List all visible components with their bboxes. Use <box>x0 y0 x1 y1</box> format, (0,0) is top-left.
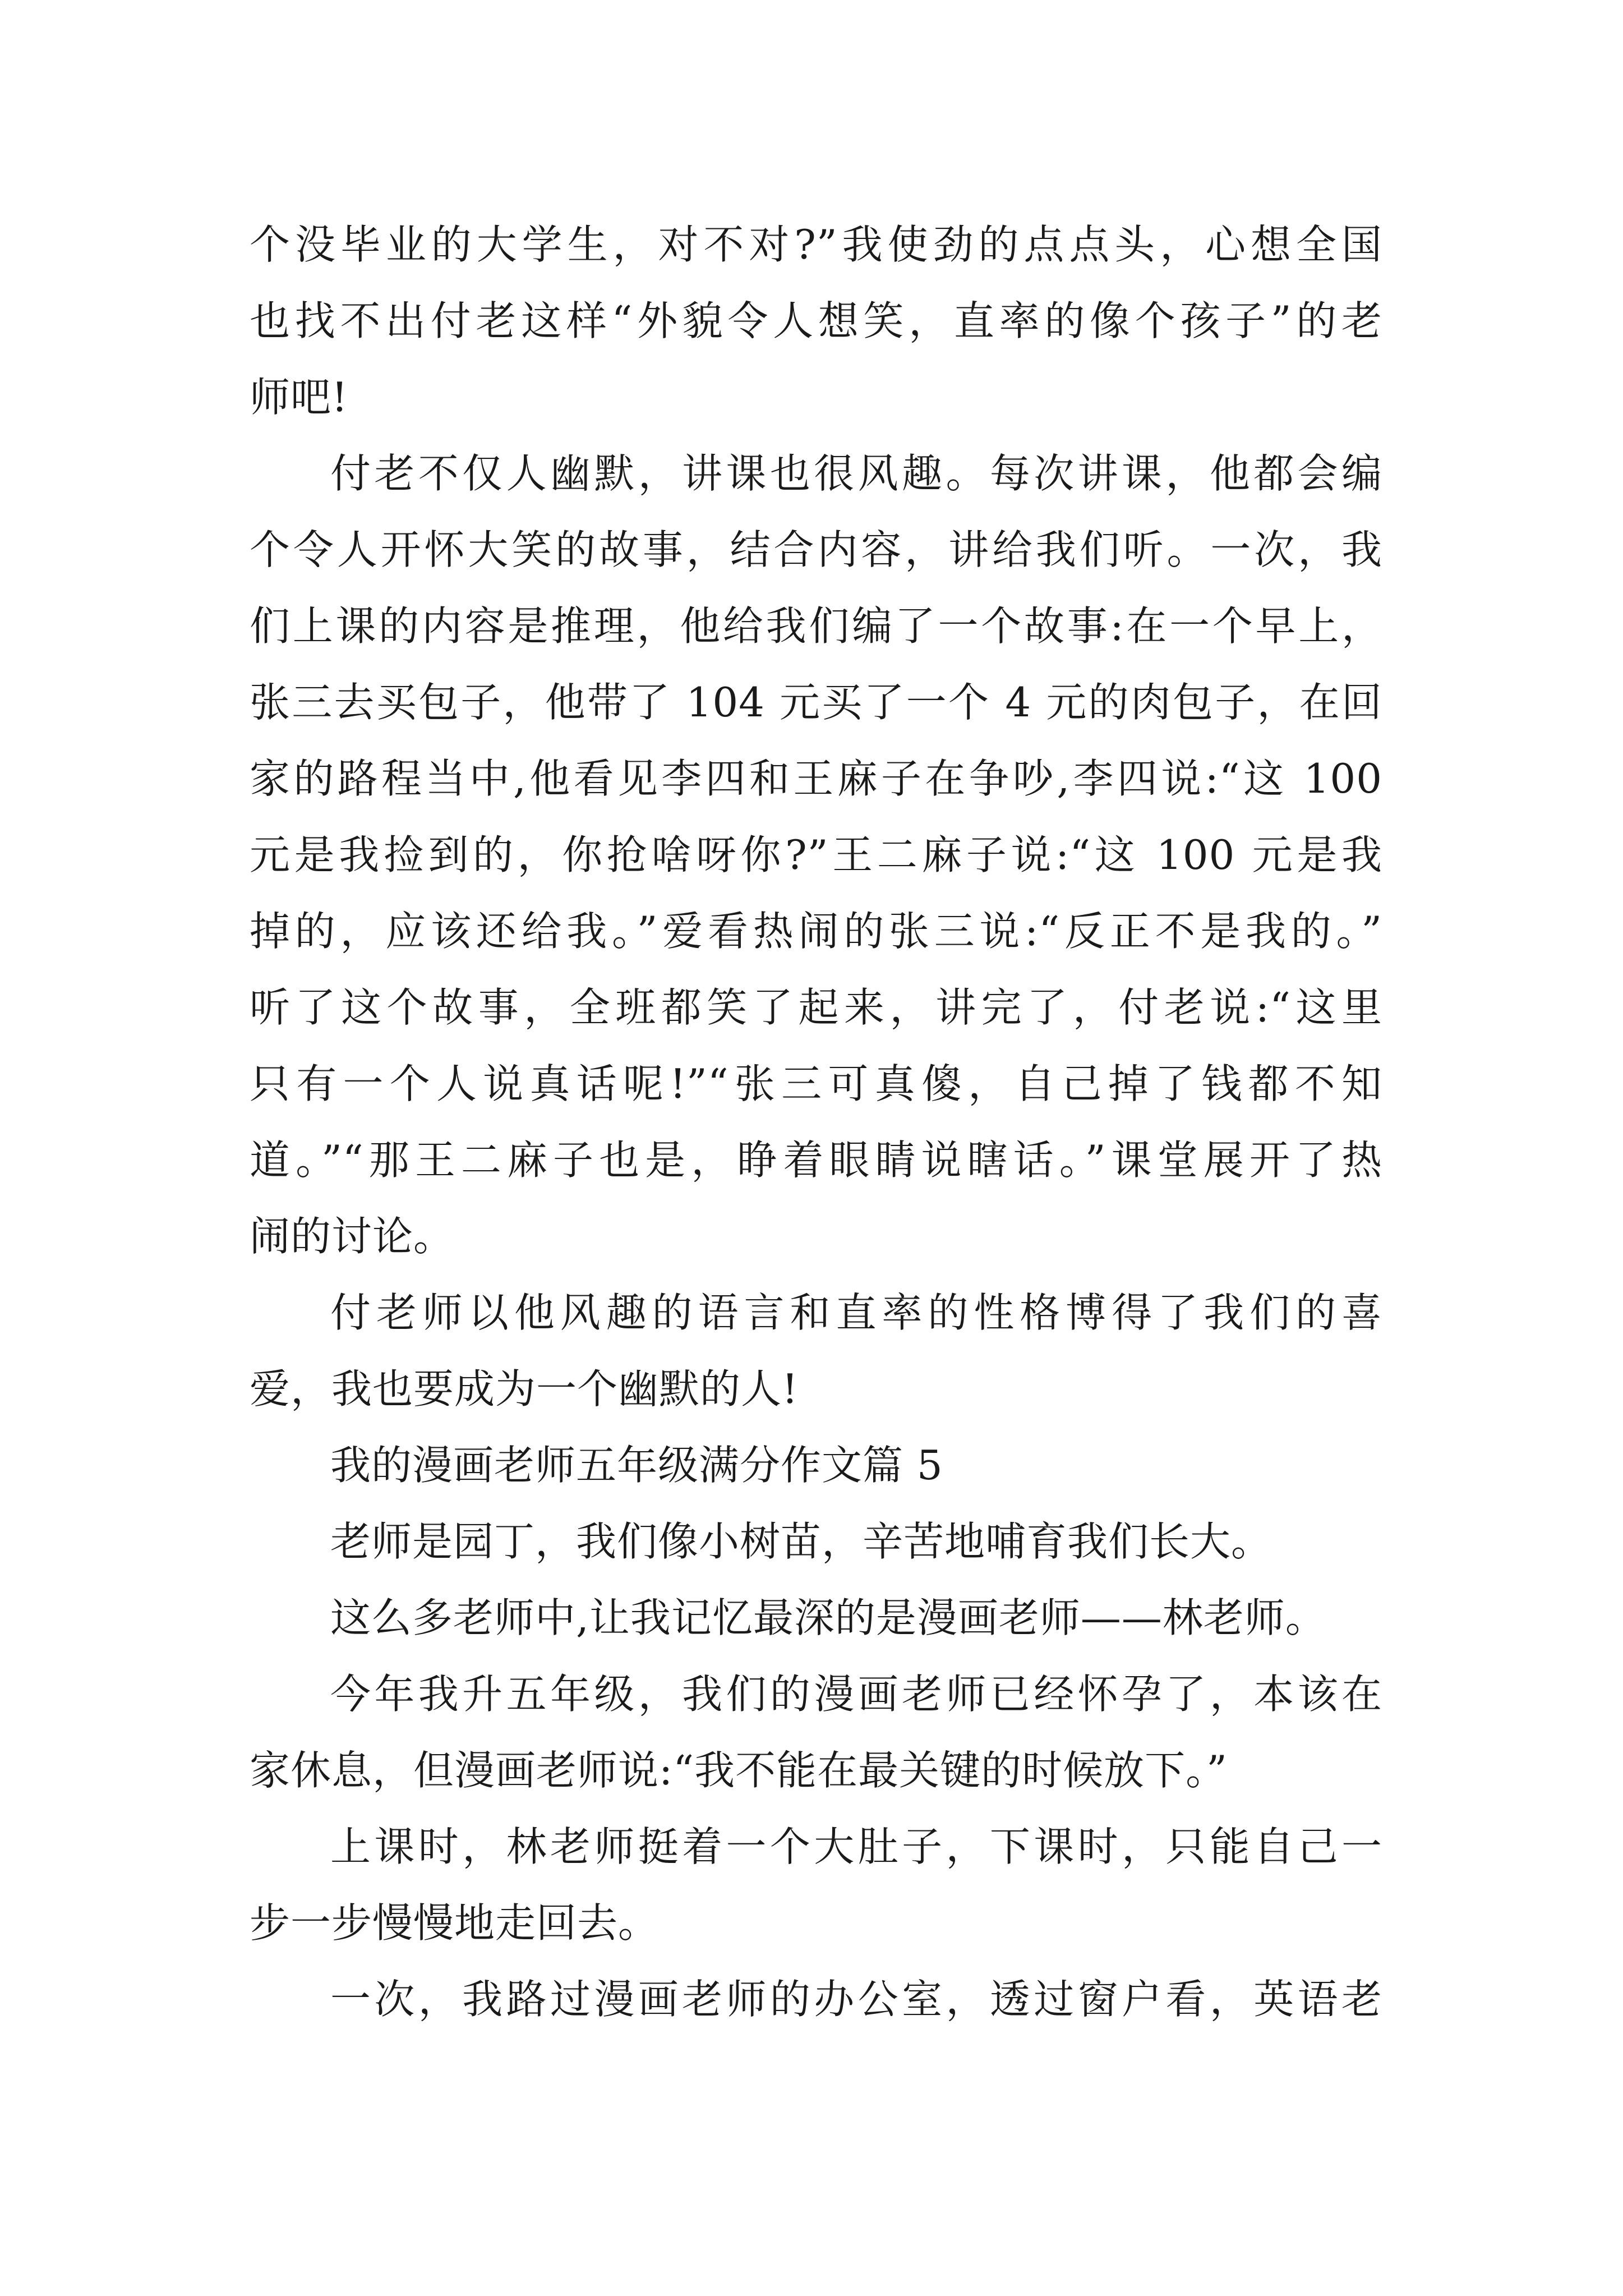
paragraph-2 <box>250 435 1382 1274</box>
text-line: 这么多老师中,让我记忆最深的是漫画老师——林老师。 <box>330 1594 1326 1641</box>
text-line: 掉的，应该还给我。”爱看热闹的张三说:“反正不是我的。” <box>250 908 1382 955</box>
paragraph-1 <box>250 206 1382 435</box>
text-line: 家的路程当中,他看见李四和王麻子在争吵,李四说:“这 100 <box>250 755 1382 802</box>
paragraph-3 <box>250 1274 1382 1427</box>
text-line: 付老不仅人幽默，讲课也很风趣。每次讲课，他都会编 <box>330 450 1382 497</box>
text-line: 老师是园丁，我们像小树苗，辛苦地哺育我们长大。 <box>330 1518 1272 1565</box>
text-line: 张三去买包子，他带了 104 元买了一个 4 元的肉包子，在回 <box>250 679 1382 726</box>
paragraph-8 <box>250 1961 1382 2037</box>
text-line: 上课时，林老师挺着一个大肚子，下课时，只能自己一 <box>330 1823 1382 1870</box>
paragraph-6 <box>250 1656 1382 1809</box>
text-line: 步一步慢慢地走回去。 <box>250 1899 660 1947</box>
text-line: 爱，我也要成为一个幽默的人! <box>250 1365 799 1412</box>
text-line: 一次，我路过漫画老师的办公室，透过窗户看，英语老 <box>330 1976 1382 2023</box>
text-line: 们上课的内容是推理，他给我们编了一个故事:在一个早上， <box>250 602 1382 650</box>
text-line: 道。”“那王二麻子也是，睁着眼睛说瞎话。”课堂展开了热 <box>250 1137 1382 1184</box>
text-line: 只有一个人说真话呢!”“张三可真傻，自己掉了钱都不知 <box>250 1060 1382 1107</box>
text-line: 今年我升五年级，我们的漫画老师已经怀孕了，本该在 <box>330 1671 1382 1718</box>
text-line: 付老师以他风趣的语言和直率的性格博得了我们的喜 <box>330 1289 1382 1336</box>
text-line: 师吧! <box>250 374 348 421</box>
text-line: 也找不出付老这样“外貌令人想笑，直率的像个孩子”的老 <box>250 297 1382 344</box>
paragraph-7 <box>250 1809 1382 1961</box>
text-line: 闹的讨论。 <box>250 1213 455 1260</box>
text-line: 个没毕业的大学生，对不对?”我使劲的点点头，心想全国 <box>250 221 1382 268</box>
section-heading <box>250 1427 1382 1503</box>
essay-body <box>250 206 1382 2037</box>
text-line: 个令人开怀大笑的故事，结合内容，讲给我们听。一次，我 <box>250 526 1382 573</box>
section-title: 我的漫画老师五年级满分作文篇 5 <box>330 1442 943 1489</box>
paragraph-4 <box>250 1503 1382 1580</box>
text-line: 元是我捡到的，你抢啥呀你?”王二麻子说:“这 100 元是我 <box>250 831 1382 878</box>
text-line: 家休息，但漫画老师说:“我不能在最关键的时候放下。” <box>250 1747 1228 1794</box>
paragraph-5 <box>250 1580 1382 1656</box>
text-line: 听了这个故事，全班都笑了起来，讲完了，付老说:“这里 <box>250 984 1382 1031</box>
